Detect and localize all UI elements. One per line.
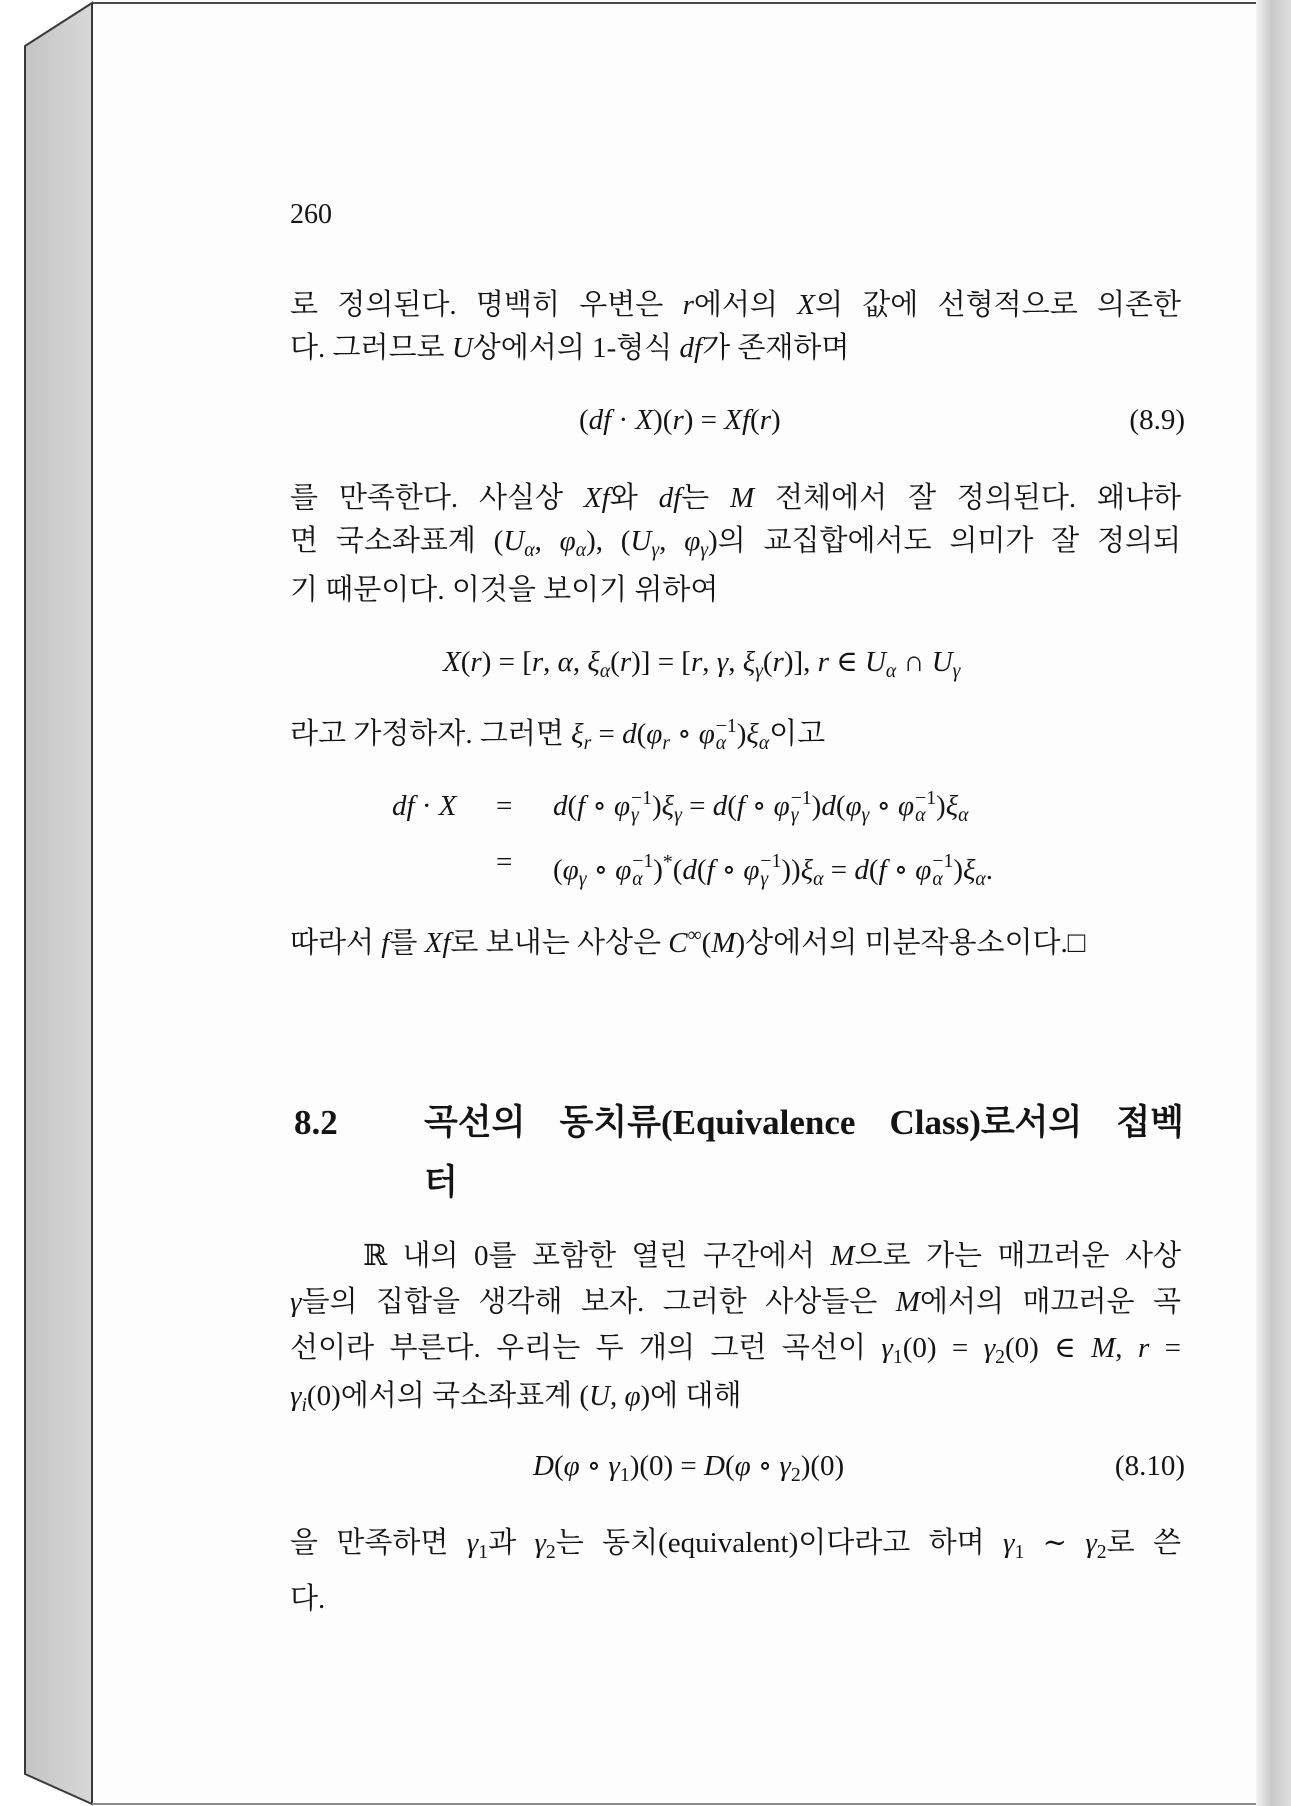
text-run: )] = [ xyxy=(631,646,691,678)
superscript: ∞ xyxy=(687,924,702,946)
text-run: )( xyxy=(653,404,673,436)
math-symbol: d xyxy=(553,790,568,822)
math-symbol: φ xyxy=(773,790,790,822)
text-run: , xyxy=(1115,1332,1138,1364)
text-run: ∘ xyxy=(886,853,916,886)
text-run: (0) ∈ xyxy=(1004,1332,1092,1364)
text-run: 기 때문이다. 이것을 보이기 위하여 xyxy=(290,574,719,606)
math-symbol: C xyxy=(668,926,688,959)
superscript: −1 xyxy=(760,850,782,873)
text-run: 가 존재하며 xyxy=(702,332,850,364)
text-run: ) xyxy=(651,790,662,822)
text-run: 로 쓴 xyxy=(1106,1527,1182,1559)
text-run: ) = xyxy=(683,404,725,436)
subscript: 1 xyxy=(478,1540,489,1563)
math-symbol: φ xyxy=(684,525,701,557)
math-symbol: Xf xyxy=(424,926,451,959)
text-run: ( xyxy=(610,646,620,678)
text-run: = xyxy=(823,853,855,886)
subscript: 1 xyxy=(1014,1540,1025,1563)
math-symbol: α xyxy=(557,646,573,678)
text-run: ∘ xyxy=(669,718,699,750)
text-run: 과 xyxy=(488,1527,535,1559)
text-run: 로 보내는 사상은 xyxy=(450,926,669,959)
math-symbol: d xyxy=(854,853,869,886)
subscript: 2 xyxy=(995,1345,1005,1368)
text-run: )(0) = xyxy=(629,1450,705,1482)
text-run: 로 정의된다. 명백히 우변은 xyxy=(290,289,683,321)
body-line xyxy=(290,1328,1181,1368)
math-symbol: d xyxy=(622,718,637,750)
text-run: ( xyxy=(579,404,589,436)
text-run: , xyxy=(702,646,717,678)
text-run: )의 교집합에서도 의미가 잘 정의되 xyxy=(708,525,1182,557)
text-run: ∘ xyxy=(585,790,614,822)
subscript: γ xyxy=(578,867,587,890)
text-run: ) xyxy=(736,718,747,750)
script-stack xyxy=(632,850,654,891)
superscript: −1 xyxy=(915,786,937,809)
superscript: −1 xyxy=(790,786,812,809)
math-symbol: M xyxy=(830,1240,855,1272)
body-line xyxy=(290,570,1181,610)
math-symbol: γ xyxy=(779,1450,791,1482)
text-run: )상에서의 미분작용소이다.□ xyxy=(735,926,1086,959)
text-run: ( xyxy=(696,853,707,886)
text-run: ) xyxy=(936,790,946,822)
math-symbol: r xyxy=(690,646,703,678)
text-run: ( xyxy=(553,853,563,886)
body-line xyxy=(290,714,1181,754)
script-stack xyxy=(631,786,652,827)
text-run: ), ( xyxy=(586,525,631,557)
body-line xyxy=(363,1236,1181,1276)
body-line xyxy=(290,328,1181,368)
math-symbol: γ xyxy=(534,1527,546,1559)
text-run: 다. 그러므로 xyxy=(290,332,452,364)
math-symbol: φ xyxy=(898,790,915,822)
math-symbol: φ xyxy=(646,718,663,750)
math-symbol: U xyxy=(451,332,473,364)
text-run: ( xyxy=(567,790,578,822)
body-line xyxy=(290,521,1181,561)
text-run: 와 xyxy=(609,482,659,514)
math-symbol: ξ xyxy=(746,718,759,750)
math-symbol: r xyxy=(531,646,544,678)
text-run: 면 국소좌표계 ( xyxy=(290,525,504,557)
text-run: ( xyxy=(460,646,471,678)
text-run: ) xyxy=(653,853,663,886)
math-symbol: φ xyxy=(845,790,862,822)
text-run: ∘ xyxy=(869,790,899,822)
subscript: γ xyxy=(651,538,660,561)
page-number: 260 xyxy=(290,199,332,230)
subscript: α xyxy=(958,803,969,826)
section-number: 8.2 xyxy=(294,1103,338,1142)
text-run: ) xyxy=(811,790,822,822)
math-symbol: ξ xyxy=(661,790,675,822)
text-run: ( xyxy=(835,790,846,822)
text-run: 를 xyxy=(389,926,425,959)
math-symbol: X xyxy=(635,404,654,436)
math-symbol: γ xyxy=(608,1450,620,1482)
math-symbol: U xyxy=(503,525,525,557)
math-symbol: φ xyxy=(624,1380,641,1412)
math-symbol: γ xyxy=(716,646,729,678)
math-symbol: r xyxy=(682,289,694,321)
subscript: γ xyxy=(631,804,639,827)
subscript: γ xyxy=(755,659,763,682)
math-symbol: df xyxy=(392,790,415,822)
equation-8-9 xyxy=(579,400,781,440)
text-run: 에서의 xyxy=(693,289,798,321)
subscript: γ xyxy=(700,538,708,561)
math-symbol: φ xyxy=(563,1450,580,1482)
math-symbol: γ xyxy=(290,1380,302,1412)
text-run: ( xyxy=(701,926,712,959)
math-symbol: φ xyxy=(559,525,576,557)
math-symbol: r xyxy=(772,646,784,678)
superscript: * xyxy=(662,851,673,873)
math-symbol: γ xyxy=(881,1332,893,1364)
text-run: ∈ xyxy=(828,646,865,678)
text-run: ∘ xyxy=(744,790,774,822)
subscript: α xyxy=(632,868,643,891)
math-symbol: f xyxy=(878,853,887,886)
text-run: 들의 집합을 생각해 보자. 그러한 사상들은 xyxy=(301,1286,896,1318)
aligned-relation: = xyxy=(496,846,513,878)
subscript: α xyxy=(715,732,727,755)
math-symbol: φ xyxy=(613,790,630,822)
script-stack xyxy=(760,850,782,891)
subscript: γ xyxy=(952,659,961,682)
math-symbol: ξ xyxy=(571,718,584,750)
math-symbol: r xyxy=(759,404,772,436)
math-symbol: df xyxy=(658,482,682,514)
math-symbol: r xyxy=(619,646,632,678)
math-symbol: φ xyxy=(734,1450,751,1482)
text-run: 이고 xyxy=(769,718,826,750)
subscript: 1 xyxy=(619,1463,630,1486)
text-run: )) xyxy=(781,853,801,886)
math-symbol: U xyxy=(864,646,886,678)
math-symbol: ξ xyxy=(962,853,976,886)
text-run: , xyxy=(609,1380,625,1412)
text-run: 는 xyxy=(681,482,731,514)
text-run: · xyxy=(611,404,636,436)
text-run: ∘ xyxy=(714,853,744,886)
text-run: 상에서의 1-형식 xyxy=(472,332,680,364)
section-title-line: 곡선의 동치류(Equivalence Class)로서의 접벡 xyxy=(424,1103,1184,1142)
text-run: , xyxy=(543,646,558,678)
body-line xyxy=(290,915,1181,959)
math-symbol: f xyxy=(577,790,586,822)
math-symbol: D xyxy=(704,1450,725,1482)
text-run: 전체에서 잘 정의된다. 왜냐하 xyxy=(754,482,1182,514)
text-run: )], xyxy=(783,646,818,678)
math-symbol: df xyxy=(588,404,612,436)
math-symbol: U xyxy=(630,525,652,557)
math-symbol: ξ xyxy=(945,790,959,822)
text-run: 라고 가정하자. 그러면 xyxy=(290,718,572,750)
math-symbol: γ xyxy=(290,1286,302,1318)
body-line xyxy=(290,1523,1181,1563)
math-symbol: X xyxy=(797,289,815,321)
subscript: γ xyxy=(674,803,682,826)
superscript: −1 xyxy=(715,714,737,737)
math-symbol: X xyxy=(438,790,457,822)
subscript: 1 xyxy=(892,1345,903,1368)
script-stack xyxy=(715,714,737,755)
text-run: ℝ 내의 0를 포함한 열린 구간에서 xyxy=(363,1240,831,1272)
text-run: ) = [ xyxy=(481,646,532,678)
math-symbol: ξ xyxy=(587,646,600,678)
math-symbol: M xyxy=(711,926,736,959)
math-symbol: φ xyxy=(615,853,632,886)
text-run: ( xyxy=(672,853,683,886)
text-run: ∘ xyxy=(586,853,616,886)
text-run: = xyxy=(591,718,623,750)
text-run: 선이라 부른다. 우리는 두 개의 그런 곡선이 xyxy=(290,1332,882,1364)
text-run: (0)에서의 국소좌표계 ( xyxy=(306,1380,590,1412)
subscript: α xyxy=(915,804,926,827)
subscript: α xyxy=(599,659,611,682)
math-symbol: γ xyxy=(1085,1527,1097,1559)
text-run: ∘ xyxy=(579,1450,609,1482)
subscript: α xyxy=(975,867,986,890)
text-run: ( xyxy=(868,853,879,886)
aligned-rhs xyxy=(553,842,993,891)
math-symbol: r xyxy=(470,646,482,678)
math-symbol: φ xyxy=(743,853,760,886)
text-run: ∼ xyxy=(1024,1527,1086,1559)
math-symbol: r xyxy=(672,404,684,436)
body-line xyxy=(290,1579,1181,1619)
equation-x-of-r xyxy=(443,642,960,682)
text-run: , xyxy=(659,525,685,557)
text-run: 의 값에 선형적으로 의존한 xyxy=(814,289,1181,321)
text-run: , xyxy=(534,525,560,557)
math-symbol: d xyxy=(682,853,697,886)
math-symbol: d xyxy=(712,790,728,822)
subscript: i xyxy=(301,1393,307,1416)
superscript: −1 xyxy=(932,850,954,873)
text-run: ∘ xyxy=(750,1450,780,1482)
text-run: ( xyxy=(553,1450,564,1482)
aligned-relation: = xyxy=(496,790,513,822)
math-symbol: U xyxy=(589,1380,610,1412)
body-line xyxy=(290,478,1181,518)
math-symbol: γ xyxy=(983,1332,996,1364)
text-run: 따라서 xyxy=(290,926,382,959)
aligned-lhs xyxy=(392,786,456,826)
equation-8-10 xyxy=(533,1446,844,1486)
math-symbol: M xyxy=(730,482,755,514)
math-symbol: f xyxy=(736,790,745,822)
text-run: )(0) xyxy=(800,1450,845,1482)
page-right-shadow xyxy=(1256,0,1291,1806)
math-symbol: ξ xyxy=(742,646,756,678)
math-symbol: φ xyxy=(698,718,715,750)
subscript: α xyxy=(524,538,535,561)
text-run: (0) = xyxy=(902,1332,984,1364)
text-run: 에서의 매끄러운 곡 xyxy=(919,1286,1181,1318)
subscript: α xyxy=(813,867,824,890)
text-run: , xyxy=(572,646,588,678)
text-run: 를 만족한다. 사실상 xyxy=(290,482,584,514)
math-symbol: f xyxy=(706,853,715,886)
text-run: ) xyxy=(953,853,963,886)
equation-number: (8.10) xyxy=(1114,1450,1185,1482)
text-run: 다. xyxy=(290,1583,326,1615)
text-run: )에 대해 xyxy=(640,1380,742,1412)
text-run: ) xyxy=(771,404,781,436)
aligned-rhs xyxy=(553,786,968,826)
text-run: ( xyxy=(636,718,647,750)
subscript: γ xyxy=(760,868,769,891)
text-run: . xyxy=(985,853,993,886)
superscript: −1 xyxy=(632,850,654,873)
math-symbol: D xyxy=(533,1450,554,1482)
math-symbol: df xyxy=(679,332,703,364)
text-run: 는 동치(equivalent)이다라고 하며 xyxy=(555,1527,1004,1559)
math-symbol: φ xyxy=(915,853,932,886)
subscript: α xyxy=(932,868,943,891)
text-run: , xyxy=(728,646,743,678)
subscript: 2 xyxy=(545,1540,556,1563)
math-symbol: X xyxy=(443,646,461,678)
math-symbol: Xf xyxy=(724,404,751,436)
section-title-line: 터 xyxy=(424,1163,458,1202)
text-run: 을 만족하면 xyxy=(290,1527,467,1559)
text-run: = xyxy=(1149,1332,1182,1364)
math-symbol: r xyxy=(1137,1332,1150,1364)
math-symbol: M xyxy=(1091,1332,1116,1364)
subscript: r xyxy=(583,731,592,754)
math-symbol: f xyxy=(381,926,390,959)
equation-number: (8.9) xyxy=(1129,404,1185,436)
body-line xyxy=(290,1376,1181,1416)
book-spine xyxy=(25,3,92,1804)
math-symbol: M xyxy=(895,1286,920,1318)
text-run: ( xyxy=(727,790,737,822)
math-symbol: Xf xyxy=(583,482,610,514)
math-symbol: φ xyxy=(562,853,579,886)
subscript: γ xyxy=(861,803,870,826)
superscript: −1 xyxy=(631,786,652,809)
text-run: 으로 가는 매끄러운 사상 xyxy=(854,1240,1181,1272)
subscript: α xyxy=(575,538,587,561)
text-run: ( xyxy=(750,404,760,436)
math-symbol: γ xyxy=(1003,1527,1015,1559)
math-symbol: γ xyxy=(466,1527,479,1559)
text-run: ( xyxy=(724,1450,735,1482)
script-stack xyxy=(790,786,812,827)
math-symbol: d xyxy=(821,790,836,822)
script-stack xyxy=(915,786,937,827)
text-run: ( xyxy=(762,646,773,678)
text-run: ∩ xyxy=(896,646,932,678)
math-symbol: r xyxy=(817,646,829,678)
body-line xyxy=(290,285,1181,325)
text-run: = xyxy=(681,790,713,822)
math-symbol: ξ xyxy=(800,853,814,886)
subscript: 2 xyxy=(1096,1540,1107,1563)
text-run: · xyxy=(414,790,439,822)
subscript: 2 xyxy=(790,1463,801,1486)
subscript: r xyxy=(662,731,670,754)
subscript: γ xyxy=(790,804,799,827)
script-stack xyxy=(932,850,954,891)
subscript: α xyxy=(885,659,897,682)
subscript: α xyxy=(758,731,770,754)
body-line xyxy=(290,1282,1181,1322)
math-symbol: U xyxy=(931,646,953,678)
